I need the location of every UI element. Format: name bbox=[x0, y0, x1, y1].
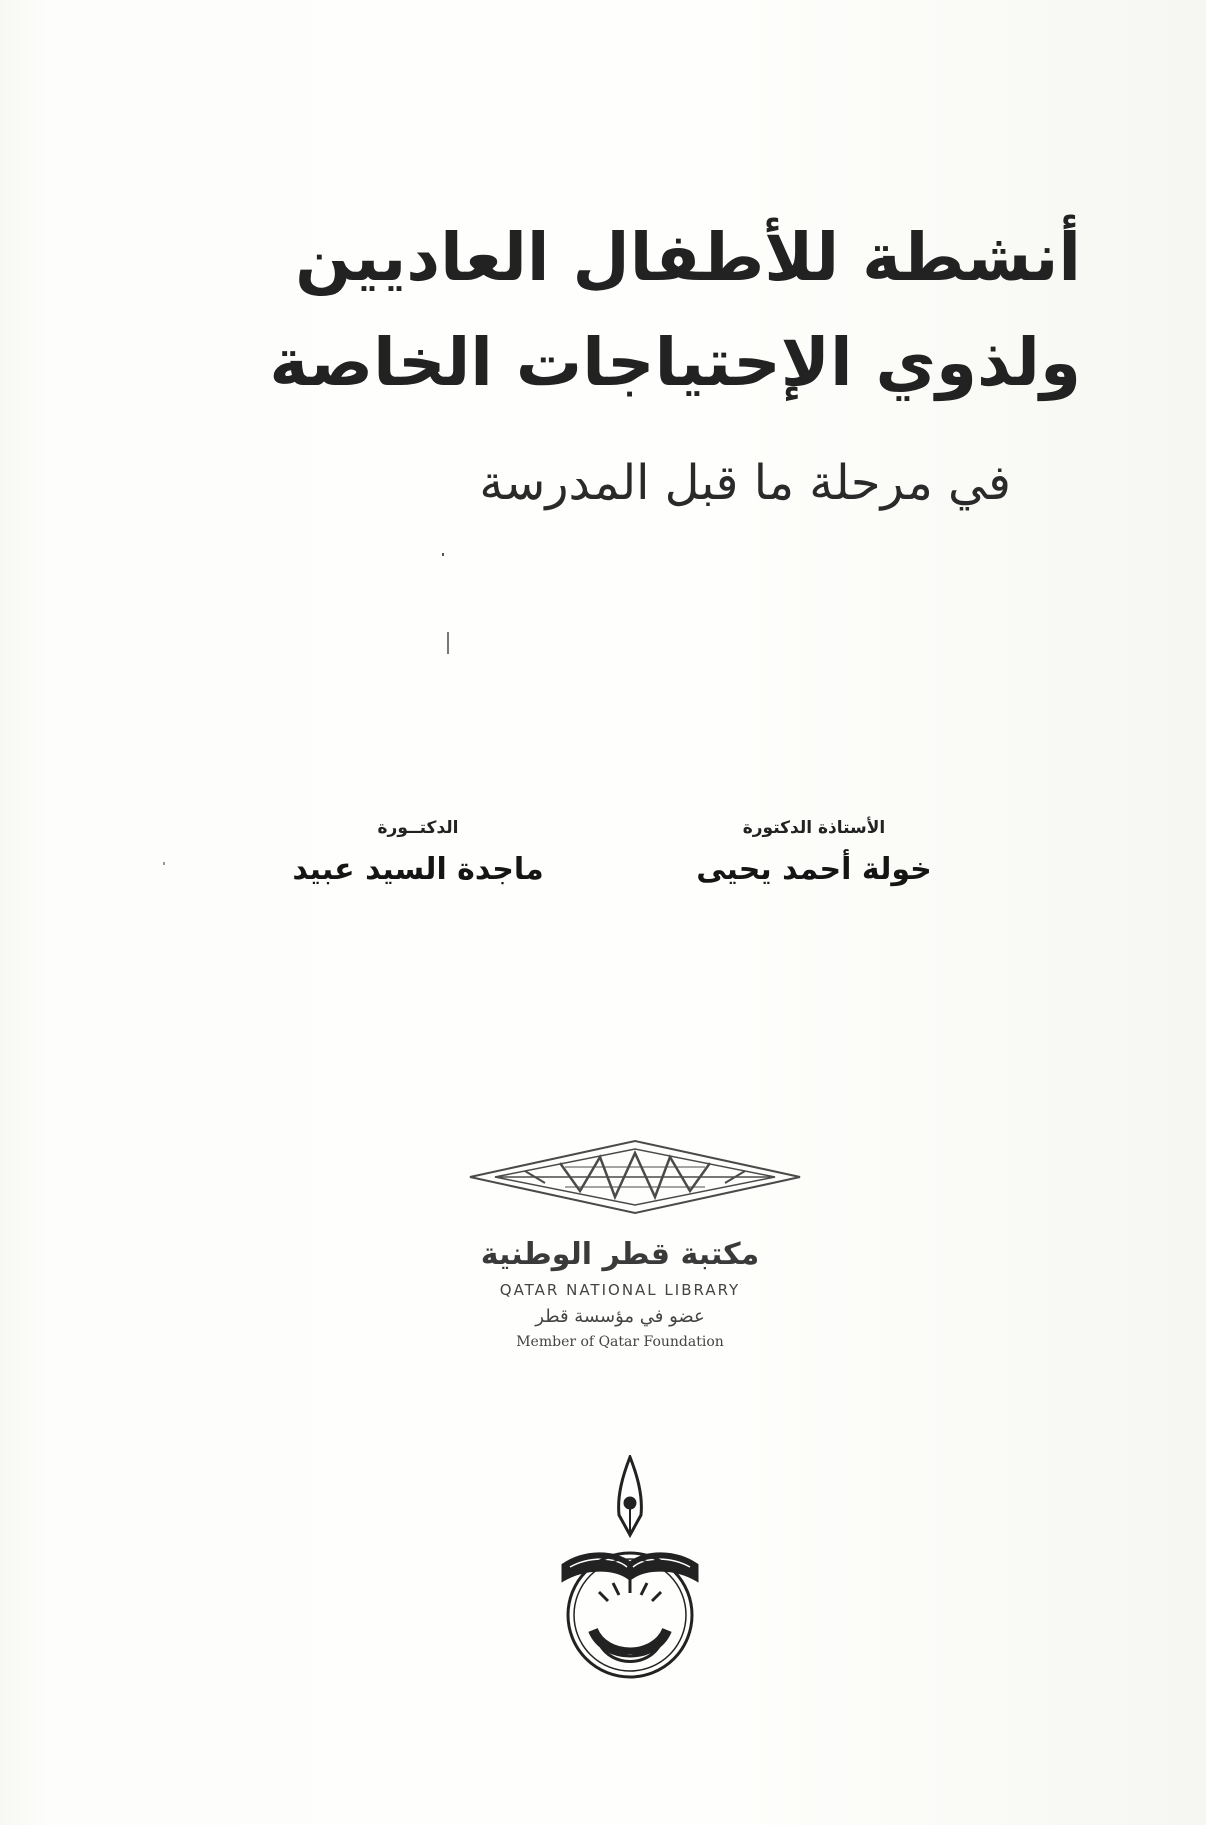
library-member-arabic: عضو في مؤسسة قطر bbox=[535, 1306, 705, 1327]
book-title-line-2: ولذوي الإحتياجات الخاصة bbox=[269, 324, 1081, 401]
pen-book-emblem-icon bbox=[555, 1455, 705, 1680]
author-1-name: خولة أحمد يحيى bbox=[696, 852, 932, 887]
library-member-english: Member of Qatar Foundation bbox=[516, 1334, 724, 1350]
author-2 bbox=[268, 818, 568, 887]
library-name-arabic: مكتبة قطر الوطنية bbox=[480, 1237, 760, 1272]
author-2-name: ماجدة السيد عبيد bbox=[292, 852, 544, 887]
publisher-logo-text: دار المسيرة bbox=[627, 1655, 633, 1656]
author-2-role: الدكتــورة bbox=[377, 818, 459, 838]
library-name-english: QATAR NATIONAL LIBRARY bbox=[499, 1281, 741, 1299]
library-stamp-emblem-icon bbox=[465, 1137, 805, 1217]
book-title-line-1: أنشطة للأطفال العاديين bbox=[295, 219, 1081, 296]
paper-speck bbox=[163, 862, 165, 865]
paper-speck bbox=[447, 632, 449, 654]
author-1 bbox=[654, 818, 974, 887]
author-1-role: الأستاذة الدكتورة bbox=[742, 818, 886, 838]
book-subtitle: في مرحلة ما قبل المدرسة bbox=[479, 455, 1011, 511]
paper-speck bbox=[442, 553, 444, 556]
